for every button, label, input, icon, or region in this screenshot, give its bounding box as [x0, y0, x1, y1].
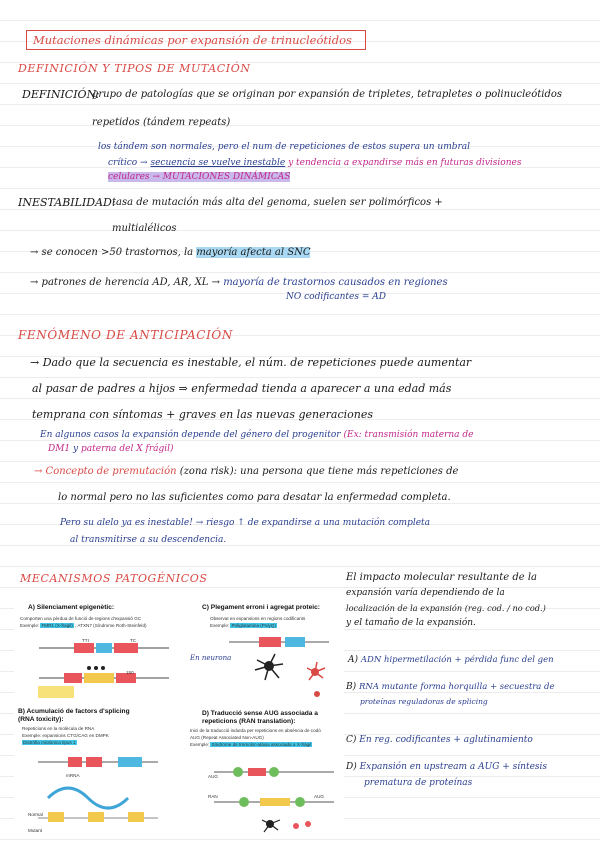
panel-d-sub2: AUG (Repeat Associated Non-AUG)	[190, 735, 264, 740]
anticipation-line2: al pasar de padres a hijos ⇒ enfermedad tienda a aparecer a una edad más	[32, 382, 452, 395]
panel-b-sub3-highlight: Distròfia miotònica tipus 1	[23, 740, 76, 745]
inheritance-text: → patrones de herencia AD, AR, XL →	[30, 277, 221, 288]
premutation-concept: → Concepto de premutación	[34, 466, 177, 477]
note-example: (Ex: transmisión materna de	[343, 430, 474, 440]
panel-d-title: D) Traducció sense AUG associada a	[202, 710, 318, 717]
mechanism-c-text: En reg. codificantes + aglutinamiento	[359, 735, 533, 745]
note-inestable: secuencia se vuelve inestable	[150, 158, 286, 168]
note-xfragil: paterna del X frágil)	[81, 444, 174, 454]
impact-line3: localización de la expansión (reg. cod. / no cod.)	[346, 603, 546, 613]
section-heading-definicion: DEFINICIÓN Y TIPOS DE MUTACIÓN	[18, 62, 251, 75]
panel-c-example-label: Exemple:	[210, 623, 230, 628]
definition-note-line3	[108, 172, 290, 182]
mutaciones-dinamicas-highlight: celulares → MUTACIONES DINÁMICAS	[108, 172, 291, 182]
mechanism-b-label: B)	[346, 682, 357, 692]
impact-line1: El impacto molecular resultante de la	[346, 572, 537, 583]
anticipation-note1	[40, 430, 473, 440]
panel-a-title: A) Silenciament epigenètic:	[28, 604, 115, 611]
definition-note-line1: los tándem son normales, pero el num de repeticiones de estos supera un umbral	[98, 142, 471, 152]
panel-d-tag-ran: RAN	[208, 794, 218, 799]
snc-highlight: mayoría afecta al SNC	[196, 247, 311, 258]
inheritance-note: NO codificantes = AD	[286, 292, 386, 302]
inheritance-line	[30, 277, 448, 288]
mechanism-c	[346, 735, 533, 745]
panel-b-sub2: Exemple: expansions CTG/CAG en DMPK	[22, 733, 109, 738]
panel-a-example-rest: , ATXN7 (Síndrome Roth-Steinfeld)	[75, 623, 147, 628]
mechanism-a	[348, 655, 554, 665]
mechanism-d	[346, 762, 547, 772]
panel-b-title: B) Acumulació de factors d'splicing	[18, 708, 130, 715]
panel-a-example-highlight: FMR1 (X-fragil)	[41, 623, 73, 628]
inestabilidad-line1: tasa de mutación más alta del genoma, suelen ser polimórficos +	[112, 197, 443, 208]
panel-d-tag-aug2: AUG	[314, 794, 324, 799]
anticipation-line3: temprana con síntomas + graves en las nuevas generaciones	[32, 408, 373, 421]
panel-c-neuron-label: En neurona	[190, 654, 232, 662]
impact-line2: expansión varía dependiendo de la	[346, 588, 505, 598]
mechanism-b	[346, 682, 555, 692]
panel-d-tag-aug: AUG	[208, 774, 218, 779]
mechanism-a-text: ADN hipermetilación + pérdida func del gen	[360, 655, 554, 665]
panel-d-example-highlight: Síndrome de tremolor-atàxia associada a X-fràgil	[211, 742, 312, 747]
impact-line4: y el tamaño de la expansión.	[346, 618, 476, 628]
definition-note-line2	[108, 158, 521, 168]
mechanism-c-label: C)	[346, 735, 357, 745]
panel-c-sub2	[210, 623, 277, 628]
panel-b-sub3	[22, 740, 77, 745]
panel-b-tag-normal: Normal	[28, 812, 43, 817]
panel-b-title2: (RNA toxicity):	[18, 716, 64, 723]
known-disorders-text: → se conocen >50 trastornos, la	[30, 247, 194, 258]
panel-a-example-label: Exemple:	[20, 623, 40, 628]
definition-line1: grupo de patologías que se originan por expansión de tripletes, tetrapletes o polinucleótidos	[92, 89, 563, 100]
anticipation-line1: → Dado que la secuencia es inestable, el núm. de repeticiones puede aumentar	[30, 356, 472, 369]
panel-d-example-label: Exemple:	[190, 742, 210, 747]
panel-b-diagram	[28, 748, 168, 836]
inestabilidad-label: INESTABILIDAD:	[18, 196, 116, 209]
panel-d-title2: repeticions (RAN translation):	[202, 718, 296, 725]
panel-c-diagram	[219, 632, 339, 704]
panel-b-tag-mutant: Mutant	[28, 828, 43, 833]
mechanism-a-label: A)	[348, 655, 359, 665]
panel-a-tag-num: 150	[126, 670, 134, 675]
panel-a-tag-tti: TTI	[82, 638, 89, 643]
premutation-note2: al transmitirse a su descendencia.	[70, 535, 227, 545]
note-dm1: DM1	[48, 444, 71, 454]
definition-label: DEFINICIÓN:	[22, 88, 100, 101]
premutation-line	[34, 466, 458, 477]
page-title: Mutaciones dinámicas por expansión de trinucleótidos	[26, 30, 366, 50]
panel-c-sub1: Observat en expansions en regions codificants	[210, 616, 306, 621]
note-gender: En algunos casos la expansión depende del género del progenitor	[40, 430, 341, 440]
premutation-line2: lo normal pero no las suficientes como para desatar la enfermedad completa.	[58, 492, 451, 503]
section-heading-anticipacion: FENÓMENO DE ANTICIPACIÓN	[18, 328, 233, 342]
mechanism-d-label: D)	[346, 762, 357, 772]
mechanism-b-line1: RNA mutante forma horquilla + secuestra de	[359, 682, 555, 692]
panel-a-sub2	[20, 623, 147, 628]
premutation-desc: (zona risk): una persona que tiene más repeticiones de	[179, 466, 459, 477]
panel-b-sub1: Repeticions en la molècula de RNA	[22, 726, 95, 731]
panel-c-title: C) Plegament erroni i agregat proteic:	[202, 604, 320, 611]
known-disorders-line	[30, 247, 310, 258]
panel-c-example-highlight: Poliglutamina (PolyQ)	[231, 623, 276, 628]
premutation-note1: Pero su alelo ya es inestable! → riesgo ↑ de expandirse a una mutación completa	[60, 518, 431, 528]
inheritance-majority: mayoría de trastornos causados en regiones	[223, 277, 448, 288]
anticipation-note1-cont	[48, 444, 174, 454]
mechanisms-figure	[14, 598, 344, 838]
panel-b-mrna-label: mRNA	[66, 773, 80, 778]
mechanism-d-line1: Expansión en upstream a AUG + síntesis	[359, 762, 548, 772]
panel-d-sub3	[190, 742, 312, 747]
mechanism-d-line2: prematura de proteínas	[364, 778, 473, 788]
panel-a-diagram	[34, 632, 174, 700]
definition-line2: repetidos (tándem repeats)	[92, 117, 231, 128]
note-y: y	[73, 444, 79, 454]
panel-a-sub1: Comporten una pèrdua de funció de regions d'expansió GC	[20, 616, 142, 621]
note-critico: crítico →	[108, 158, 148, 168]
note-tendencia: y tendencia a expandirse más en futuras divisiones	[288, 158, 522, 168]
panel-d-sub1: Inici de la traducció induïda per repeticions en absència de codó	[190, 728, 321, 733]
section-heading-mecanismos: MECANISMOS PATOGÉNICOS	[20, 572, 208, 585]
inestabilidad-line2: multialélicos	[112, 223, 177, 234]
panel-a-tag-tc: TC	[130, 638, 137, 643]
mechanism-b-line2: proteínas reguladoras de splicing	[360, 697, 488, 706]
